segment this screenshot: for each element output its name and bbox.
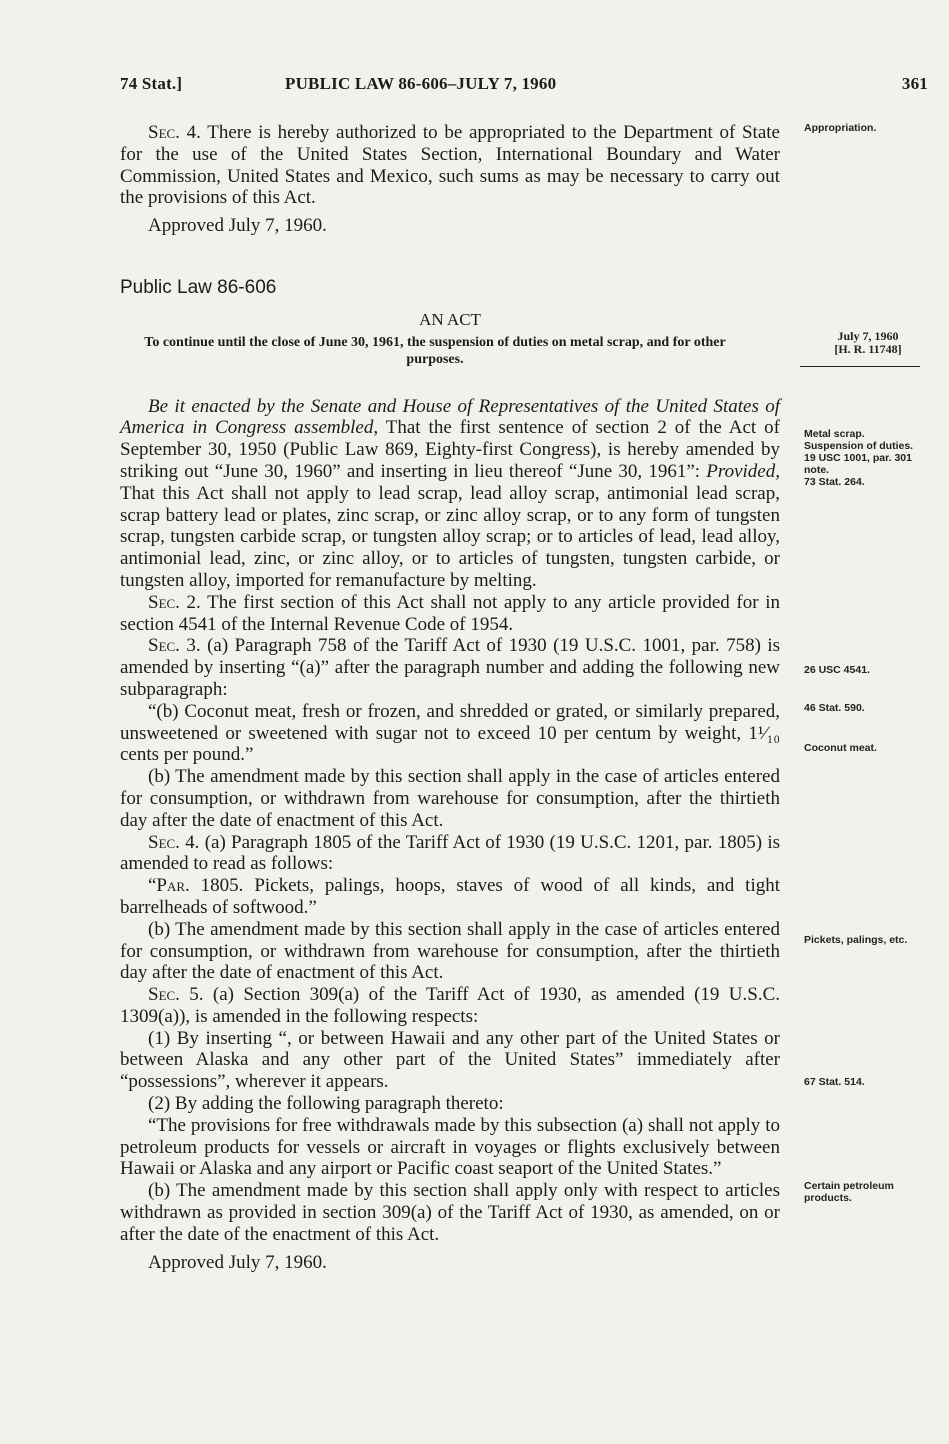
section-5-text: (a) Section 309(a) of the Tariff Act of 1930, as amended (19 U.S.C. 1309(a)), is amended in the following respects: <box>120 984 780 1027</box>
prior-approval-date: Approved July 7, 1960. <box>148 215 327 237</box>
section-3-text: (a) Paragraph 758 of the Tariff Act of 1930 (19 U.S.C. 1001, par. 758) is amended by inserting “(a)” after the paragraph number and adding the following new subparagraph: <box>120 635 781 700</box>
page-number: 361 <box>901 74 928 93</box>
margin-note-date <box>804 330 932 356</box>
margin-metal-scrap: Metal scrap. <box>804 428 865 440</box>
margin-stat-264: 73 Stat. 264. <box>804 476 865 488</box>
margin-note-pickets: Pickets, palings, etc. <box>804 934 908 946</box>
section-label: Sec. 2. <box>148 591 201 613</box>
margin-usc-1001: 19 USC 1001, par. 301 note. <box>804 452 912 476</box>
margin-note-petroleum: Certain petroleum products. <box>804 1180 894 1204</box>
margin-note-usc-4541: 26 USC 4541. <box>804 664 870 676</box>
section-4-text: (a) Paragraph 1805 of the Tariff Act of 1930 (19 U.S.C. 1201, par. 1805) is amended to read as follows: <box>120 831 781 875</box>
margin-note-coconut: Coconut meat. <box>804 742 877 754</box>
section-4-paragraph-1805 <box>120 875 780 919</box>
section-5 <box>120 984 780 1028</box>
section-1-text-a: That the first sentence of section 2 of the Act of September 30, 1950 (Public Law 869, Eighty-first Congress), is hereby amended by striking out “June 30, 1960” and inserting in lieu thereof “June 30, 1961”: <box>120 417 780 482</box>
margin-suspension: Suspension of duties. <box>804 440 914 452</box>
margin-rule <box>800 366 920 367</box>
volume-reference: 74 Stat.] <box>120 74 183 93</box>
paragraph-label: “Par. 1805. <box>148 875 244 897</box>
margin-note-stat-590: 46 Stat. 590. <box>804 702 865 714</box>
section-3-quote: “(b) Coconut meat, fresh or frozen, and shredded or grated, or similarly prepared, unsweetened or sweetened with sugar not to exceed 10 per centum by weight, 1¹⁄₁₀ cents per pound.” <box>120 700 780 766</box>
section-5-b: (b) The amendment made by this section shall apply only with respect to articles withdrawn as provided in section 309(a) of the Tariff Act of 1930, as amended, on or after the date of the enactment of this Act. <box>120 1180 780 1245</box>
enacting-clause: Be it enacted by the Senate and House of Representatives of the United States of America in Congress assembled, <box>120 395 780 439</box>
approval-date: Approved July 7, 1960. <box>148 1251 327 1273</box>
header-title: PUBLIC LAW 86-606–JULY 7, 1960 <box>285 74 557 93</box>
section-3 <box>120 635 780 700</box>
section-3-b: (b) The amendment made by this section shall apply in the case of articles entered for consumption, or withdrawn from warehouse for consumption, after the thirtieth day after the date of enactment of this Act. <box>120 766 780 831</box>
margin-bill-number: [H. R. 11748] <box>834 342 902 356</box>
margin-note-appropriation: Appropriation. <box>804 122 877 134</box>
margin-note-metal-scrap <box>804 428 932 488</box>
section-2 <box>120 592 780 636</box>
section-label: Sec. 3. <box>148 635 201 657</box>
section-4-b: (b) The amendment made by this section shall apply in the case of articles entered for consumption, or withdrawn from warehouse for consumption, after the thirtieth day after the date of enactment of this Act. <box>120 918 780 984</box>
provided-clause: Provided, <box>706 460 780 482</box>
prior-section-4 <box>120 122 780 209</box>
section-5-2: (2) By adding the following paragraph thereto: <box>148 1093 504 1115</box>
an-act-heading: AN ACT <box>419 309 481 329</box>
act-long-title: To continue until the close of June 30, 1961, the suspension of duties on metal scrap, and for other purposes. <box>144 334 726 367</box>
section-5-quote: “The provisions for free withdrawals made by this subsection (a) shall not apply to petroleum products for vessels or aircraft in voyages or flights exclusively between Hawaii or Alaska and any airport or Pacific coast seaport of the United States.” <box>120 1114 780 1180</box>
section-label: Sec. 4. <box>148 831 200 853</box>
section-4 <box>120 832 780 876</box>
section-2-text: The first section of this Act shall not apply to any article provided for in section 4541 of the Internal Revenue Code of 1954. <box>120 591 780 635</box>
margin-date: July 7, 1960 <box>837 329 899 343</box>
section-text: There is hereby authorized to be appropriated to the Department of State for the use of the United States Section, International Boundary and Water Commission, United States and Mexico, such sums as may be necessary to carry out the provisions of this Act. <box>120 122 780 209</box>
section-label: Sec. 5. <box>148 984 204 1006</box>
section-1 <box>120 396 780 592</box>
margin-note-stat-514: 67 Stat. 514. <box>804 1076 865 1088</box>
section-1-text-b: That this Act shall not apply to lead scrap, lead alloy scrap, antimonial lead scrap, scrap battery lead or plates, zinc scrap, or zinc alloy scrap, or to any form of tungsten scrap, tungsten carbide scrap, or tungsten alloy scrap; or to articles of lead, lead alloy, antimonial lead, zinc, or zinc alloy, or to articles of tungsten, tungsten carbide, or tungsten alloy, imported for remanufacture by melting. <box>120 482 780 591</box>
paragraph-text: Pickets, palings, hoops, staves of wood of all kinds, and tight barrelheads of softwood.” <box>120 875 781 918</box>
section-5-1: (1) By inserting “, or between Hawaii and any other part of the United States or between Alaska and any other part of the United States” immediately after “possessions”, wherever it appears. <box>120 1027 780 1093</box>
public-law-title: Public Law 86-606 <box>120 276 277 298</box>
section-label: Sec. 4. <box>148 122 201 143</box>
main-text <box>120 122 780 1273</box>
